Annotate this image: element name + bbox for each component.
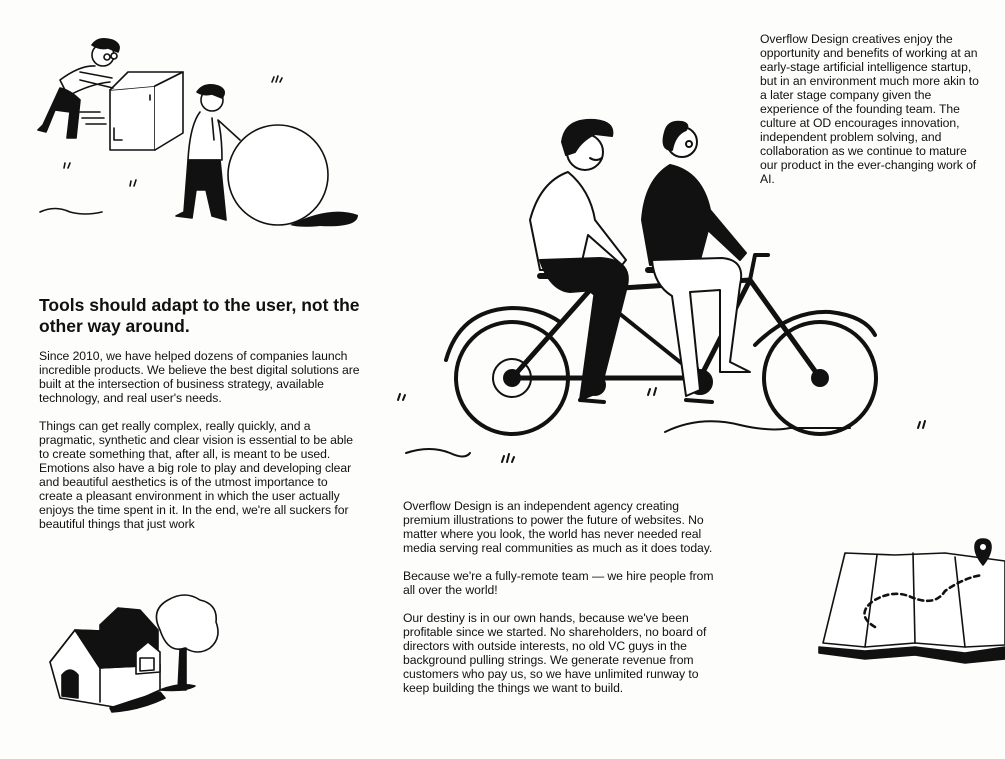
left-body	[39, 349, 364, 531]
center-paragraph-1: Overflow Design is an independent agency creating premium illustrations to power the future of websites. No matter where you look, the world has never needed real media serving real communities as much as it does today.	[403, 499, 713, 555]
center-paragraph-2: Because we're a fully-remote team — we hire people from all over the world!	[403, 569, 714, 597]
tandem-bicycle-couple-illustration	[390, 110, 890, 470]
house-with-tree-illustration	[40, 590, 230, 715]
people-pushing-box-and-ball-illustration	[0, 0, 370, 240]
section-heading: Tools should adapt to the user, not the other way around.	[39, 295, 360, 336]
center-paragraph-3: Our destiny is in our own hands, because we've been profitable since we started. No shareholders, no board of directors with outside interests, no old VC guys in the background pulling strings. We generate revenue from customers who pay us, so we have unlimited runway to keep building the things we want to build.	[403, 611, 707, 695]
left-paragraph-2: Things can get really complex, really quickly, and a pragmatic, synthetic and clear vision is essential to be able to create something that, after all, is meant to be used. Emotions also have a big role to play and developing clear and beautiful aesthetics is of the utmost importance to create a pleasant environment in which the user actually enjoys the time spent in it. In the end, we're all suckers for beautiful things that just work	[39, 419, 353, 531]
culture-paragraph: Overflow Design creatives enjoy the opportunity and benefits of working at an early-stage artificial intelligence startup, but in an environment much more akin to a later stage company given the experience of the founding team. The culture at OD encourages innovation, independent problem solving, and collaboration as we continue to mature our product in the ever-changing work of AI.	[760, 32, 979, 186]
center-text-column	[403, 499, 727, 695]
left-paragraph-1: Since 2010, we have helped dozens of companies launch incredible products. We believe the best digital solutions are built at the intersection of business strategy, available technology, and real user's needs.	[39, 349, 360, 405]
rear-wheel	[446, 308, 568, 434]
left-text-column	[39, 295, 364, 531]
treasure-map-with-pin-illustration	[815, 535, 1005, 660]
